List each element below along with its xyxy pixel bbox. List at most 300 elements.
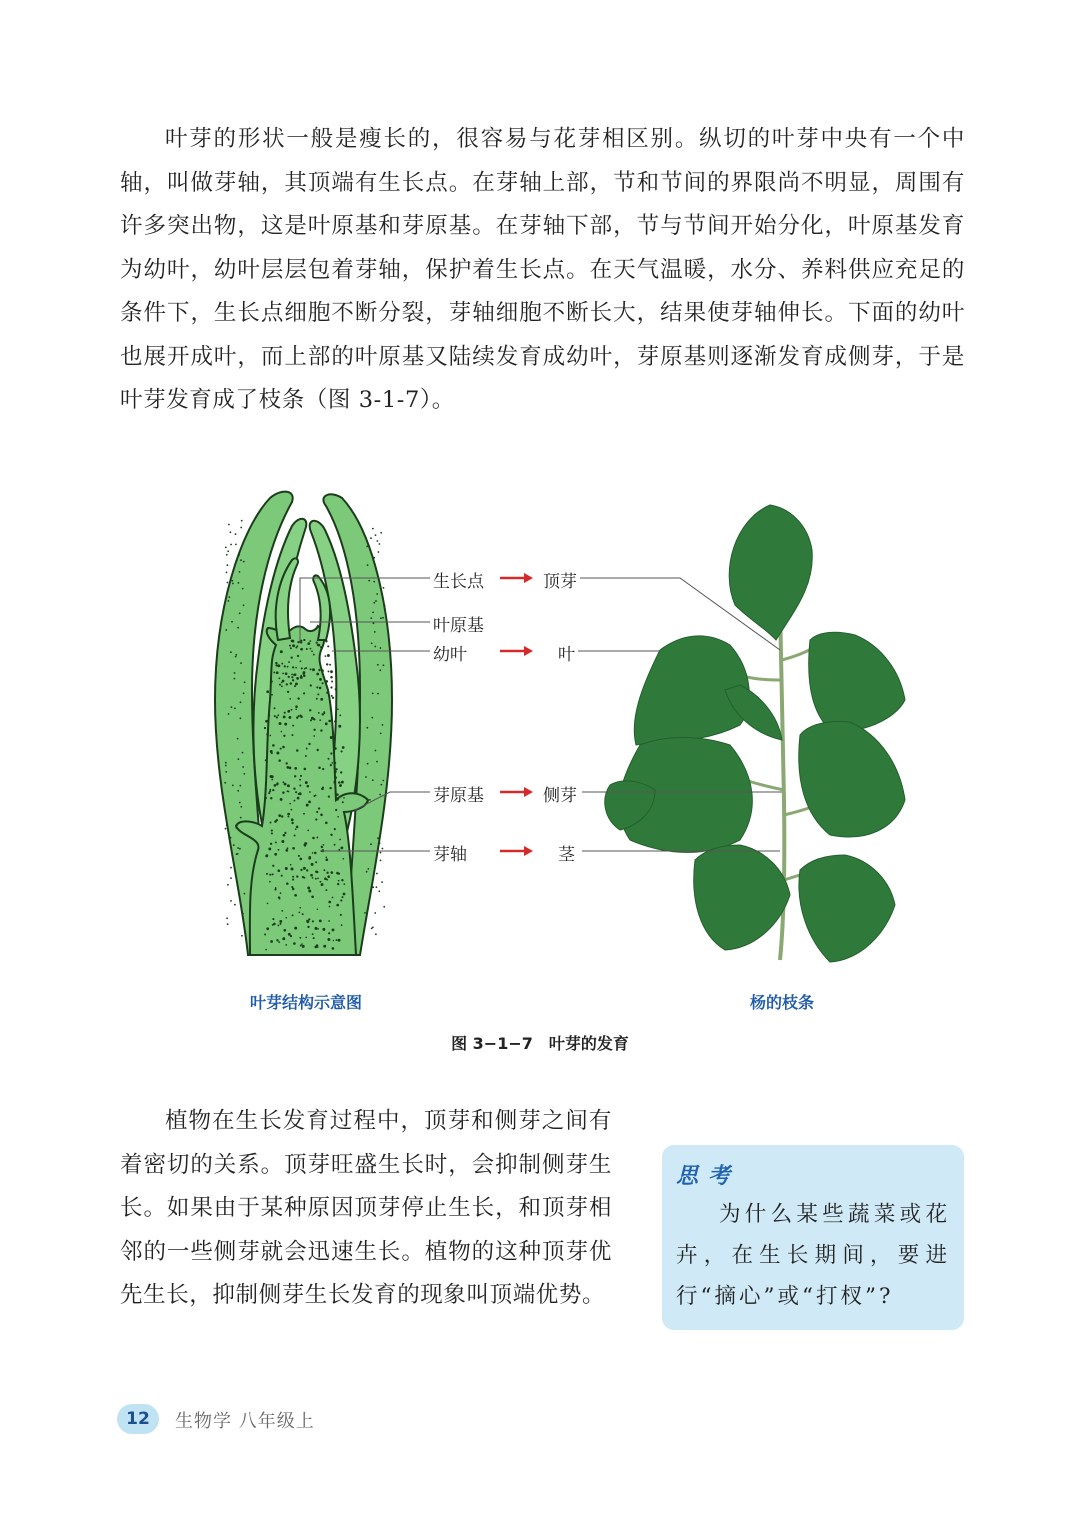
cell-dot	[324, 713, 326, 715]
cell-dot	[236, 853, 238, 855]
cell-dot	[279, 684, 281, 686]
cell-dot	[339, 839, 341, 841]
cell-dot	[237, 885, 239, 887]
cell-dot	[296, 677, 299, 680]
cell-dot	[304, 668, 306, 670]
cell-dot	[270, 750, 273, 753]
cell-dot	[300, 775, 302, 777]
cell-dot	[329, 787, 331, 789]
cell-dot	[285, 762, 287, 764]
cell-dot	[226, 824, 228, 826]
cell-dot	[322, 787, 324, 789]
cell-dot	[332, 897, 334, 899]
cell-dot	[271, 832, 273, 834]
leaf-bud-diagram	[215, 492, 392, 955]
cell-dot	[281, 815, 283, 817]
cell-dot	[226, 917, 228, 919]
cell-dot	[299, 714, 301, 716]
cell-dot	[303, 673, 305, 675]
cell-dot	[278, 677, 280, 679]
cell-dot	[272, 744, 275, 747]
cell-dot	[225, 762, 227, 764]
cell-dot	[278, 665, 280, 667]
cell-dot	[315, 795, 317, 797]
cell-dot	[226, 572, 228, 574]
cell-dot	[283, 929, 286, 932]
subcaption-poplar: 杨的枝条	[750, 993, 815, 1012]
cell-dot	[289, 645, 291, 647]
cell-dot	[271, 752, 273, 754]
cell-dot	[380, 647, 382, 649]
cell-dot	[370, 843, 372, 845]
cell-dot	[277, 714, 279, 716]
arrow-3	[500, 787, 533, 797]
arrow-1	[500, 573, 533, 583]
cell-dot	[330, 871, 333, 874]
cell-dot	[297, 697, 299, 699]
cell-dot	[383, 587, 385, 589]
cell-dot	[372, 693, 374, 695]
cell-dot	[292, 847, 295, 850]
cell-dot	[290, 935, 292, 937]
cell-dot	[337, 883, 339, 885]
cell-dot	[284, 712, 286, 714]
cell-dot	[330, 670, 333, 673]
cell-dot	[370, 537, 372, 539]
cell-dot	[235, 533, 237, 535]
cell-dot	[317, 749, 319, 751]
cell-dot	[343, 893, 346, 896]
cell-dot	[281, 685, 283, 687]
cell-dot	[237, 627, 239, 629]
figure-title: 叶芽的发育	[548, 1034, 629, 1053]
cell-dot	[227, 884, 229, 886]
arrow-4	[500, 846, 533, 856]
cell-dot	[313, 654, 315, 656]
book-title: 生物学 八年级上	[175, 1411, 315, 1432]
cell-dot	[290, 647, 292, 649]
cell-dot	[323, 869, 325, 871]
cell-dot	[313, 795, 315, 797]
cell-dot	[327, 654, 330, 657]
cell-dot	[378, 890, 380, 892]
cell-dot	[330, 764, 332, 766]
cell-dot	[272, 924, 274, 926]
cell-dot	[292, 888, 295, 891]
cell-dot	[341, 750, 343, 752]
cell-dot	[334, 747, 337, 750]
cell-dot	[320, 698, 323, 701]
cell-dot	[334, 776, 337, 779]
cell-dot	[290, 864, 292, 866]
cell-dot	[269, 790, 271, 792]
cell-dot	[317, 644, 319, 646]
cell-dot	[307, 921, 309, 923]
cell-dot	[318, 767, 321, 770]
cell-dot	[330, 736, 333, 739]
cell-dot	[383, 906, 385, 908]
cell-dot	[294, 767, 297, 770]
cell-dot	[266, 873, 268, 875]
cell-dot	[317, 946, 319, 948]
cell-dot	[280, 748, 282, 750]
cell-dot	[319, 881, 321, 883]
cell-dot	[300, 676, 303, 679]
cell-dot	[278, 869, 281, 872]
cell-dot	[230, 837, 232, 839]
cell-dot	[380, 860, 382, 862]
cell-dot	[230, 544, 232, 546]
cell-dot	[341, 879, 343, 881]
cell-dot	[321, 850, 323, 852]
cell-dot	[310, 874, 313, 877]
cell-dot	[270, 940, 273, 943]
cell-dot	[294, 834, 296, 836]
cell-dot	[288, 791, 290, 793]
cell-dot	[325, 858, 328, 861]
cell-dot	[283, 834, 286, 837]
cell-dot	[379, 794, 381, 796]
cell-dot	[369, 799, 371, 801]
cell-dot	[316, 944, 318, 946]
cell-dot	[281, 840, 284, 843]
cell-dot	[315, 927, 318, 930]
cell-dot	[274, 820, 277, 823]
cell-dot	[269, 789, 271, 791]
cell-dot	[226, 554, 228, 556]
cell-dot	[336, 939, 338, 941]
cell-dot	[232, 583, 234, 585]
label-leaf-primordium: 叶原基	[430, 611, 487, 636]
cell-dot	[276, 939, 278, 941]
cell-dot	[314, 719, 316, 721]
cell-dot	[291, 818, 294, 821]
cell-dot	[243, 604, 245, 606]
cell-dot	[317, 644, 319, 646]
cell-dot	[325, 722, 328, 725]
cell-dot	[324, 877, 327, 880]
cell-dot	[328, 901, 331, 904]
cell-dot	[291, 656, 293, 658]
cell-dot	[295, 682, 298, 685]
cell-dot	[275, 887, 277, 889]
cell-dot	[299, 907, 301, 909]
cell-dot	[342, 801, 344, 803]
cell-dot	[372, 528, 374, 530]
cell-dot	[322, 768, 324, 770]
cell-dot	[381, 784, 383, 786]
cell-dot	[371, 928, 373, 930]
cell-dot	[265, 759, 267, 761]
cell-dot	[338, 939, 341, 942]
cell-dot	[331, 762, 333, 764]
cell-dot	[333, 782, 335, 784]
cell-dot	[328, 670, 330, 672]
cell-dot	[275, 662, 277, 664]
cell-dot	[277, 924, 279, 926]
cell-dot	[295, 705, 298, 708]
cell-dot	[281, 731, 283, 733]
cell-dot	[282, 746, 285, 749]
cell-dot	[278, 896, 280, 898]
cell-dot	[227, 923, 229, 925]
cell-dot	[291, 886, 293, 888]
cell-dot	[323, 711, 325, 713]
cell-dot	[303, 692, 305, 694]
cell-dot	[230, 651, 232, 653]
cell-dot	[295, 708, 297, 710]
cell-dot	[291, 709, 293, 711]
cell-dot	[270, 775, 273, 778]
cell-dot	[307, 920, 310, 923]
cell-dot	[376, 886, 378, 888]
cell-dot	[307, 926, 309, 928]
cell-dot	[330, 752, 332, 754]
cell-dot	[309, 668, 311, 670]
cell-dot	[333, 940, 335, 942]
cell-dot	[343, 858, 345, 860]
cell-dot	[384, 605, 386, 607]
cell-dot	[300, 869, 302, 871]
cell-dot	[288, 716, 291, 719]
cell-dot	[325, 640, 327, 642]
cell-dot	[307, 830, 309, 832]
cell-dot	[282, 680, 285, 683]
cell-dot	[303, 671, 306, 674]
cell-dot	[285, 849, 288, 852]
transform-arrows	[500, 573, 533, 856]
cell-dot	[317, 928, 319, 930]
cell-dot	[293, 674, 295, 676]
cell-dot	[228, 524, 230, 526]
cell-dot	[266, 927, 269, 930]
cell-dot	[319, 719, 321, 721]
cell-dot	[305, 781, 308, 784]
cell-dot	[365, 776, 367, 778]
cell-dot	[309, 791, 311, 793]
cell-dot	[298, 793, 300, 795]
cell-dot	[291, 640, 294, 643]
cell-dot	[340, 771, 342, 773]
cell-dot	[376, 873, 378, 875]
cell-dot	[337, 708, 339, 710]
cell-dot	[297, 655, 299, 657]
cell-dot	[367, 564, 369, 566]
cell-dot	[276, 783, 278, 785]
cell-dot	[339, 784, 342, 787]
cell-dot	[376, 761, 378, 763]
cell-dot	[309, 856, 312, 859]
cell-dot	[375, 750, 377, 752]
cell-dot	[235, 544, 237, 546]
cell-dot	[301, 943, 303, 945]
cell-dot	[292, 914, 294, 916]
cell-dot	[316, 811, 318, 813]
cell-dot	[374, 646, 376, 648]
cell-dot	[239, 571, 241, 573]
cell-dot	[234, 672, 236, 674]
cell-dot	[374, 912, 376, 914]
cell-dot	[311, 717, 314, 720]
cell-dot	[281, 663, 283, 665]
cell-dot	[336, 798, 339, 801]
cell-dot	[279, 722, 282, 725]
cell-dot	[231, 580, 233, 582]
cell-dot	[228, 596, 230, 598]
body-paragraph-2: 植物在生长发育过程中，顶芽和侧芽之间有着密切的关系。顶芽旺盛生长时，会抑制侧芽生长。如果由于某种原因顶芽停止生长，和顶芽相邻的一些侧芽就会迅速生长。植物的这种顶芽优先生长，抑制侧芽生长发育的现象叫顶端优势。	[120, 1108, 612, 1308]
cell-dot	[340, 914, 342, 916]
cell-dot	[276, 671, 279, 674]
cell-dot	[301, 667, 303, 669]
cell-dot	[295, 667, 297, 669]
cell-dot	[329, 664, 331, 666]
cell-dot	[364, 912, 366, 914]
cell-dot	[225, 547, 227, 549]
cell-dot	[225, 828, 227, 830]
cell-dot	[235, 827, 237, 829]
cell-dot	[316, 686, 318, 688]
cell-dot	[283, 715, 286, 718]
cell-dot	[342, 746, 345, 749]
cell-dot	[372, 927, 374, 929]
cell-dot	[266, 733, 268, 735]
cell-dot	[289, 698, 291, 700]
cell-dot	[336, 872, 339, 875]
cell-dot	[305, 755, 307, 757]
cell-dot	[295, 791, 297, 793]
cell-dot	[278, 849, 280, 851]
cell-dot	[265, 854, 268, 857]
cell-dot	[300, 648, 303, 651]
cell-dot	[316, 673, 319, 676]
cell-dot	[376, 593, 378, 595]
cell-dot	[313, 729, 315, 731]
cell-dot	[291, 822, 293, 824]
cell-dot	[241, 935, 243, 937]
cell-dot	[383, 664, 385, 666]
cell-dot	[317, 693, 319, 695]
cell-dot	[240, 717, 242, 719]
cell-dot	[325, 889, 327, 891]
cell-dot	[265, 949, 267, 951]
cell-dot	[366, 871, 368, 873]
cell-dot	[379, 543, 381, 545]
arrow-2	[500, 646, 533, 656]
label-young-leaf: 幼叶	[430, 640, 470, 665]
cell-dot	[316, 871, 318, 873]
cell-dot	[312, 933, 314, 935]
cell-dot	[380, 532, 382, 534]
label-terminal-bud: 顶芽	[540, 567, 580, 592]
think-box-title: 思考	[676, 1164, 741, 1189]
cell-dot	[238, 758, 240, 760]
cell-dot	[323, 844, 325, 846]
cell-dot	[276, 819, 278, 821]
cell-dot	[377, 837, 379, 839]
cell-dot	[381, 881, 383, 883]
cell-dot	[291, 640, 293, 642]
cell-dot	[282, 673, 284, 675]
cell-dot	[316, 698, 318, 700]
cell-dot	[328, 932, 330, 934]
cell-dot	[296, 717, 298, 719]
cell-dot	[292, 666, 294, 668]
cell-dot	[370, 617, 372, 619]
cell-dot	[297, 715, 299, 717]
cell-dot	[312, 837, 315, 840]
cell-dot	[308, 890, 311, 893]
label-growth-point: 生长点	[430, 567, 487, 592]
cell-dot	[240, 817, 242, 819]
cell-dot	[291, 868, 294, 871]
cell-dot	[328, 720, 331, 723]
cell-dot	[282, 781, 284, 783]
cell-dot	[296, 875, 298, 877]
cell-dot	[285, 672, 288, 675]
cell-dot	[225, 765, 227, 767]
cell-dot	[292, 679, 294, 681]
label-lateral-bud: 侧芽	[540, 781, 580, 806]
cell-dot	[275, 841, 277, 843]
cell-dot	[297, 641, 299, 643]
cell-dot	[322, 928, 325, 931]
cell-dot	[274, 707, 276, 709]
leader-lines	[300, 578, 782, 851]
label-stem: 茎	[555, 840, 578, 865]
cell-dot	[375, 600, 377, 602]
cell-dot	[321, 846, 323, 848]
cell-dot	[314, 946, 317, 949]
cell-dot	[303, 877, 305, 879]
cell-dot	[326, 663, 328, 665]
cell-dot	[268, 847, 271, 850]
cell-dot	[341, 924, 343, 926]
cell-dot	[299, 792, 302, 795]
cell-dot	[373, 557, 375, 559]
cell-dot	[343, 797, 345, 799]
cell-dot	[311, 863, 314, 866]
cell-dot	[271, 830, 273, 832]
cell-dot	[303, 867, 306, 870]
cell-dot	[271, 694, 273, 696]
subcaption-leaf-bud: 叶芽结构示意图	[250, 993, 363, 1012]
cell-dot	[367, 868, 369, 870]
cell-dot	[308, 857, 311, 860]
cell-dot	[270, 843, 272, 845]
cell-dot	[308, 918, 310, 920]
cell-dot	[265, 789, 267, 791]
cell-dot	[269, 696, 271, 698]
cell-dot	[304, 842, 307, 845]
cell-dot	[272, 918, 274, 920]
cell-dot	[274, 853, 277, 856]
cell-dot	[380, 733, 382, 735]
cell-dot	[327, 875, 330, 878]
cell-dot	[330, 676, 333, 679]
cell-dot	[265, 797, 267, 799]
cell-dot	[300, 641, 302, 643]
cell-dot	[300, 945, 302, 947]
cell-dot	[336, 904, 339, 907]
cell-dot	[230, 877, 232, 879]
cell-dot	[268, 792, 270, 794]
cell-dot	[266, 854, 268, 856]
cell-dot	[303, 639, 305, 641]
cell-dot	[322, 682, 324, 684]
cell-dot	[293, 942, 296, 945]
cell-dot	[288, 661, 290, 663]
cell-dot	[275, 664, 277, 666]
